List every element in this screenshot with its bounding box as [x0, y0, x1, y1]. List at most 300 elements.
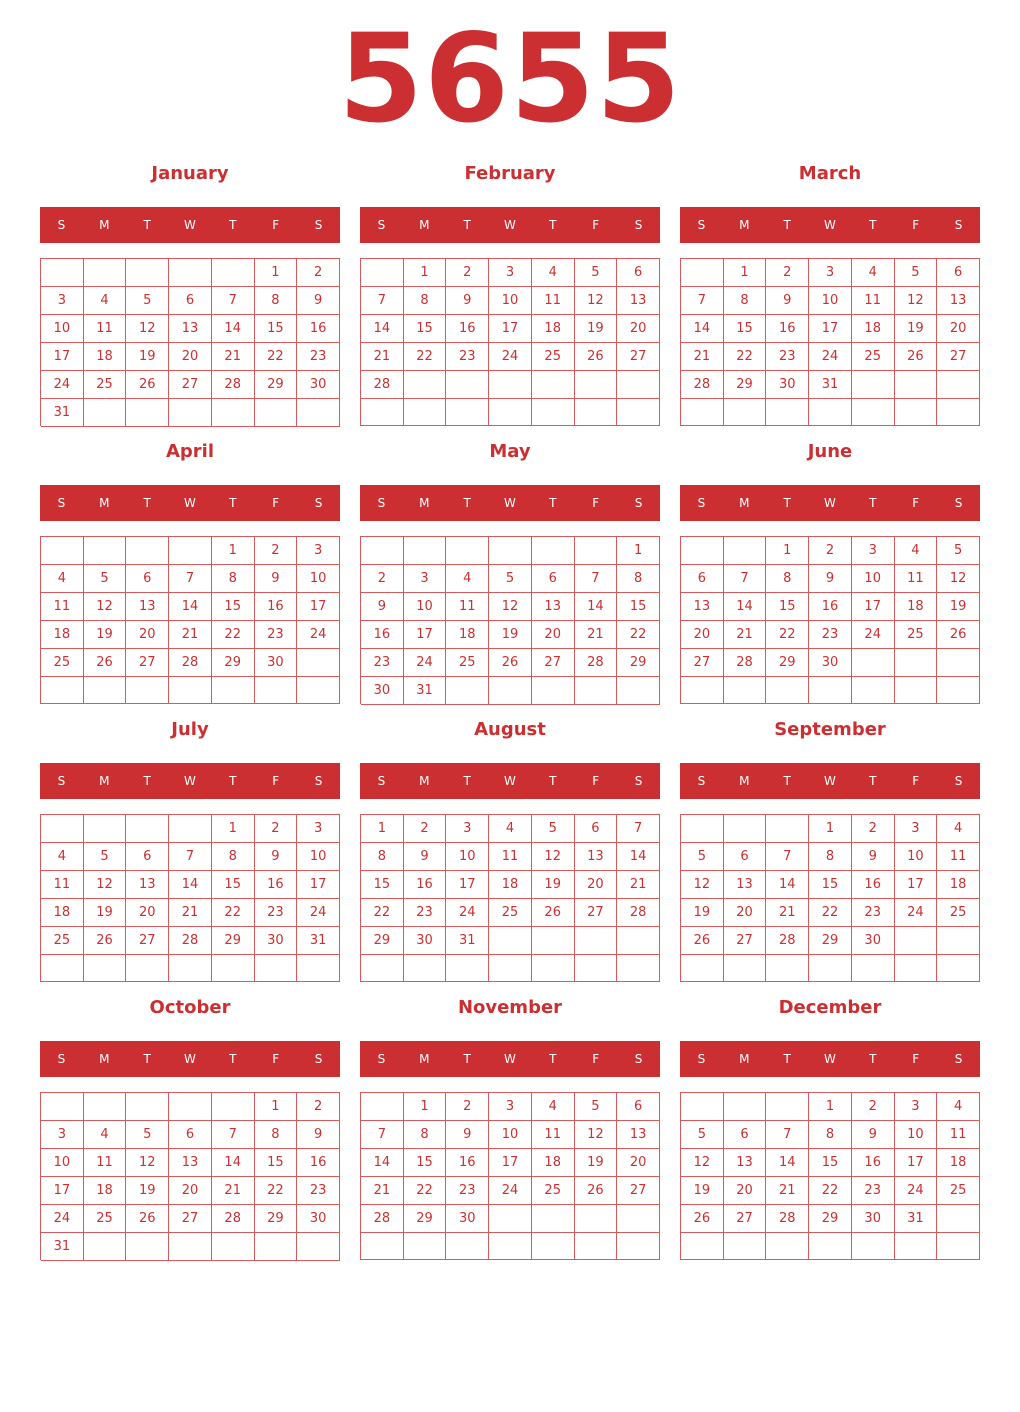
day-cell: 10 — [895, 1121, 938, 1149]
weekday-label: S — [314, 1052, 323, 1066]
day-cell: 29 — [809, 1205, 852, 1233]
day-cell: 11 — [84, 1149, 127, 1177]
day-cell: 20 — [169, 1177, 212, 1205]
day-cell: 8 — [255, 1121, 298, 1149]
weekday-label: F — [592, 218, 600, 232]
empty-cell — [681, 677, 724, 704]
day-cell: 3 — [404, 565, 447, 593]
day-cell: 3 — [297, 815, 340, 843]
day-cell: 4 — [84, 287, 127, 315]
empty-cell — [169, 955, 212, 982]
empty-cell — [489, 955, 532, 982]
day-cell: 13 — [724, 1149, 767, 1177]
day-cell: 29 — [255, 371, 298, 399]
day-cell: 11 — [895, 565, 938, 593]
empty-cell — [937, 1205, 980, 1233]
day-cell: 31 — [809, 371, 852, 399]
empty-cell — [575, 1205, 618, 1233]
day-cell: 29 — [404, 1205, 447, 1233]
weekday-label: S — [377, 774, 386, 788]
day-cell: 16 — [446, 315, 489, 343]
day-cell: 30 — [255, 649, 298, 677]
day-grid — [680, 814, 980, 982]
weekday-label: S — [377, 218, 386, 232]
weekday-label: F — [272, 1052, 280, 1066]
day-cell: 17 — [895, 1149, 938, 1177]
empty-cell — [126, 955, 169, 982]
day-cell: 8 — [766, 565, 809, 593]
day-cell: 21 — [575, 621, 618, 649]
day-cell: 1 — [212, 815, 255, 843]
day-cell: 14 — [724, 593, 767, 621]
empty-cell — [169, 815, 212, 843]
weekday-label: F — [592, 496, 600, 510]
day-cell: 1 — [809, 1093, 852, 1121]
day-cell: 6 — [126, 565, 169, 593]
day-cell: 26 — [84, 927, 127, 955]
empty-cell — [446, 677, 489, 705]
empty-cell — [617, 927, 660, 955]
day-cell: 21 — [681, 343, 724, 371]
day-cell: 31 — [41, 399, 84, 427]
empty-cell — [41, 955, 84, 982]
day-cell: 14 — [361, 315, 404, 343]
empty-cell — [297, 399, 340, 427]
day-cell: 10 — [41, 315, 84, 343]
day-cell: 3 — [446, 815, 489, 843]
day-cell: 2 — [255, 537, 298, 565]
day-cell: 6 — [575, 815, 618, 843]
day-cell: 1 — [617, 537, 660, 565]
day-cell: 1 — [361, 815, 404, 843]
day-cell: 19 — [895, 315, 938, 343]
empty-cell — [126, 1233, 169, 1261]
empty-cell — [681, 399, 724, 426]
weekday-label: T — [549, 218, 557, 232]
weekday-label: M — [99, 1052, 110, 1066]
day-cell: 9 — [852, 1121, 895, 1149]
empty-cell — [575, 955, 618, 982]
day-cell: 18 — [41, 621, 84, 649]
day-cell: 16 — [809, 593, 852, 621]
day-cell: 25 — [446, 649, 489, 677]
day-cell: 26 — [126, 1205, 169, 1233]
weekday-label: S — [314, 496, 323, 510]
day-cell: 10 — [809, 287, 852, 315]
day-cell: 20 — [617, 315, 660, 343]
empty-cell — [852, 399, 895, 426]
day-cell: 1 — [255, 1093, 298, 1121]
day-cell: 13 — [169, 1149, 212, 1177]
day-cell: 27 — [937, 343, 980, 371]
day-cell: 2 — [852, 815, 895, 843]
day-grid — [360, 1092, 660, 1260]
day-cell: 15 — [766, 593, 809, 621]
day-cell: 17 — [41, 1177, 84, 1205]
day-cell: 20 — [617, 1149, 660, 1177]
empty-cell — [681, 1233, 724, 1260]
weekday-label: M — [419, 218, 430, 232]
day-cell: 19 — [681, 1177, 724, 1205]
empty-cell — [532, 677, 575, 705]
empty-cell — [724, 955, 767, 982]
weekday-label: W — [184, 1052, 196, 1066]
day-cell: 3 — [297, 537, 340, 565]
empty-cell — [489, 1233, 532, 1260]
empty-cell — [766, 677, 809, 704]
month-name: November — [457, 997, 563, 1018]
day-cell: 6 — [617, 1093, 660, 1121]
empty-cell — [489, 537, 532, 565]
day-cell: 29 — [212, 649, 255, 677]
weekday-label: S — [57, 218, 66, 232]
day-cell: 12 — [84, 871, 127, 899]
day-cell: 22 — [404, 1177, 447, 1205]
day-cell: 2 — [297, 259, 340, 287]
day-cell: 29 — [724, 371, 767, 399]
weekday-label: M — [419, 496, 430, 510]
empty-cell — [404, 955, 447, 982]
day-cell: 27 — [126, 927, 169, 955]
day-cell: 29 — [212, 927, 255, 955]
empty-cell — [937, 371, 980, 399]
day-cell: 14 — [169, 593, 212, 621]
day-cell: 25 — [852, 343, 895, 371]
empty-cell — [766, 815, 809, 843]
day-cell: 18 — [532, 315, 575, 343]
day-cell: 20 — [126, 899, 169, 927]
day-cell: 30 — [766, 371, 809, 399]
weekday-label: T — [229, 774, 237, 788]
day-cell: 12 — [895, 287, 938, 315]
day-cell: 2 — [809, 537, 852, 565]
empty-cell — [809, 1233, 852, 1260]
day-cell: 5 — [126, 287, 169, 315]
day-cell: 29 — [766, 649, 809, 677]
day-cell: 30 — [852, 1205, 895, 1233]
day-cell: 2 — [404, 815, 447, 843]
day-cell: 18 — [895, 593, 938, 621]
day-cell: 14 — [766, 1149, 809, 1177]
day-cell: 10 — [895, 843, 938, 871]
day-cell: 20 — [724, 899, 767, 927]
day-cell: 15 — [724, 315, 767, 343]
weekday-label: T — [143, 1052, 151, 1066]
empty-cell — [937, 677, 980, 704]
day-cell: 28 — [212, 1205, 255, 1233]
day-cell: 29 — [809, 927, 852, 955]
day-grid — [360, 814, 660, 982]
empty-cell — [126, 677, 169, 704]
weekday-label: T — [463, 496, 471, 510]
day-cell: 4 — [532, 1093, 575, 1121]
day-cell: 19 — [937, 593, 980, 621]
day-cell: 7 — [361, 287, 404, 315]
weekday-label: M — [739, 218, 750, 232]
empty-cell — [84, 815, 127, 843]
day-cell: 17 — [404, 621, 447, 649]
day-cell: 15 — [617, 593, 660, 621]
empty-cell — [681, 815, 724, 843]
weekday-label: F — [272, 218, 280, 232]
day-cell: 16 — [361, 621, 404, 649]
day-cell: 18 — [84, 1177, 127, 1205]
month-name: March — [798, 163, 862, 184]
day-cell: 23 — [852, 899, 895, 927]
day-cell: 17 — [852, 593, 895, 621]
day-cell: 15 — [212, 593, 255, 621]
month-name: May — [489, 441, 531, 462]
day-cell: 16 — [766, 315, 809, 343]
empty-cell — [895, 955, 938, 982]
day-cell: 10 — [489, 1121, 532, 1149]
day-cell: 31 — [297, 927, 340, 955]
day-cell: 20 — [169, 343, 212, 371]
day-cell: 16 — [255, 593, 298, 621]
day-cell: 26 — [681, 927, 724, 955]
empty-cell — [446, 1233, 489, 1260]
day-cell: 6 — [724, 843, 767, 871]
empty-cell — [532, 1233, 575, 1260]
empty-cell — [361, 1233, 404, 1260]
day-cell: 16 — [255, 871, 298, 899]
day-cell: 8 — [617, 565, 660, 593]
weekday-label: S — [697, 496, 706, 510]
day-cell: 15 — [255, 315, 298, 343]
day-cell: 23 — [361, 649, 404, 677]
day-cell: 21 — [766, 899, 809, 927]
day-cell: 22 — [617, 621, 660, 649]
weekday-label: M — [739, 774, 750, 788]
empty-cell — [212, 1233, 255, 1261]
empty-cell — [617, 1233, 660, 1260]
day-cell: 13 — [681, 593, 724, 621]
weekday-label: W — [504, 1052, 516, 1066]
empty-cell — [297, 1233, 340, 1261]
month-name: July — [171, 719, 209, 740]
day-cell: 14 — [361, 1149, 404, 1177]
empty-cell — [212, 1093, 255, 1121]
day-cell: 28 — [212, 371, 255, 399]
day-cell: 6 — [681, 565, 724, 593]
empty-cell — [41, 1093, 84, 1121]
weekday-label: S — [954, 218, 963, 232]
empty-cell — [41, 259, 84, 287]
day-cell: 24 — [297, 621, 340, 649]
empty-cell — [575, 1233, 618, 1260]
weekday-label: T — [229, 218, 237, 232]
empty-cell — [361, 537, 404, 565]
weekday-label: S — [377, 1052, 386, 1066]
empty-cell — [809, 399, 852, 426]
day-cell: 24 — [895, 899, 938, 927]
weekday-label: T — [463, 1052, 471, 1066]
empty-cell — [937, 1233, 980, 1260]
day-cell: 11 — [937, 1121, 980, 1149]
empty-cell — [766, 955, 809, 982]
empty-cell — [489, 1205, 532, 1233]
empty-cell — [724, 815, 767, 843]
day-grid — [360, 536, 660, 704]
day-cell: 2 — [446, 1093, 489, 1121]
weekday-label: F — [912, 218, 920, 232]
day-cell: 13 — [937, 287, 980, 315]
day-cell: 25 — [84, 1205, 127, 1233]
empty-cell — [532, 927, 575, 955]
weekday-header — [40, 763, 340, 799]
day-cell: 14 — [212, 1149, 255, 1177]
empty-cell — [404, 371, 447, 399]
empty-cell — [766, 1233, 809, 1260]
empty-cell — [766, 399, 809, 426]
day-cell: 21 — [212, 1177, 255, 1205]
empty-cell — [169, 259, 212, 287]
day-cell: 18 — [489, 871, 532, 899]
day-cell: 9 — [446, 1121, 489, 1149]
weekday-label: T — [783, 496, 791, 510]
empty-cell — [255, 399, 298, 427]
day-cell: 7 — [361, 1121, 404, 1149]
empty-cell — [617, 1205, 660, 1233]
day-cell: 14 — [575, 593, 618, 621]
empty-cell — [212, 677, 255, 704]
weekday-label: F — [592, 774, 600, 788]
empty-cell — [681, 537, 724, 565]
weekday-label: T — [549, 496, 557, 510]
year-title: 5655 — [338, 8, 682, 150]
empty-cell — [937, 927, 980, 955]
day-cell: 9 — [809, 565, 852, 593]
day-cell: 31 — [895, 1205, 938, 1233]
day-cell: 26 — [575, 1177, 618, 1205]
empty-cell — [852, 1233, 895, 1260]
weekday-label: S — [634, 1052, 643, 1066]
day-cell: 22 — [212, 899, 255, 927]
weekday-header — [360, 763, 660, 799]
empty-cell — [297, 955, 340, 982]
month-name: August — [474, 719, 546, 740]
weekday-label: T — [229, 1052, 237, 1066]
day-cell: 3 — [809, 259, 852, 287]
empty-cell — [169, 1093, 212, 1121]
weekday-header — [360, 485, 660, 521]
empty-cell — [681, 955, 724, 982]
weekday-label: F — [272, 496, 280, 510]
empty-cell — [84, 1233, 127, 1261]
weekday-header — [680, 763, 980, 799]
day-cell: 15 — [361, 871, 404, 899]
weekday-label: M — [739, 1052, 750, 1066]
day-cell: 5 — [681, 843, 724, 871]
day-cell: 4 — [446, 565, 489, 593]
day-cell: 18 — [937, 871, 980, 899]
weekday-label: M — [419, 1052, 430, 1066]
weekday-label: T — [229, 496, 237, 510]
day-cell: 20 — [937, 315, 980, 343]
month-name: June — [807, 441, 853, 462]
day-cell: 5 — [937, 537, 980, 565]
day-cell: 29 — [361, 927, 404, 955]
day-cell: 12 — [126, 1149, 169, 1177]
weekday-header — [680, 485, 980, 521]
day-cell: 6 — [617, 259, 660, 287]
day-cell: 24 — [489, 343, 532, 371]
weekday-label: S — [954, 774, 963, 788]
day-cell: 25 — [937, 899, 980, 927]
day-cell: 30 — [852, 927, 895, 955]
day-cell: 27 — [532, 649, 575, 677]
empty-cell — [575, 371, 618, 399]
day-cell: 23 — [766, 343, 809, 371]
day-cell: 28 — [724, 649, 767, 677]
weekday-label: T — [549, 1052, 557, 1066]
empty-cell — [84, 537, 127, 565]
day-cell: 27 — [724, 1205, 767, 1233]
day-cell: 31 — [404, 677, 447, 705]
day-cell: 5 — [681, 1121, 724, 1149]
day-cell: 19 — [126, 343, 169, 371]
empty-cell — [446, 537, 489, 565]
day-cell: 7 — [212, 287, 255, 315]
day-cell: 27 — [169, 371, 212, 399]
weekday-label: M — [99, 496, 110, 510]
day-cell: 6 — [126, 843, 169, 871]
day-cell: 8 — [809, 1121, 852, 1149]
day-cell: 6 — [937, 259, 980, 287]
day-cell: 9 — [852, 843, 895, 871]
day-cell: 12 — [532, 843, 575, 871]
day-cell: 12 — [489, 593, 532, 621]
empty-cell — [361, 259, 404, 287]
day-cell: 9 — [255, 843, 298, 871]
day-cell: 1 — [212, 537, 255, 565]
day-cell: 4 — [895, 537, 938, 565]
day-cell: 22 — [255, 343, 298, 371]
empty-cell — [895, 677, 938, 704]
empty-cell — [489, 927, 532, 955]
day-cell: 2 — [255, 815, 298, 843]
day-cell: 15 — [809, 871, 852, 899]
weekday-label: F — [272, 774, 280, 788]
day-cell: 2 — [361, 565, 404, 593]
day-cell: 11 — [937, 843, 980, 871]
day-cell: 13 — [532, 593, 575, 621]
day-cell: 13 — [724, 871, 767, 899]
day-cell: 3 — [489, 1093, 532, 1121]
empty-cell — [84, 677, 127, 704]
day-cell: 3 — [895, 815, 938, 843]
empty-cell — [212, 259, 255, 287]
weekday-label: T — [869, 774, 877, 788]
empty-cell — [446, 371, 489, 399]
empty-cell — [169, 677, 212, 704]
empty-cell — [895, 1233, 938, 1260]
day-cell: 27 — [617, 1177, 660, 1205]
empty-cell — [575, 677, 618, 705]
day-cell: 23 — [852, 1177, 895, 1205]
day-grid — [40, 1092, 340, 1260]
empty-cell — [404, 1233, 447, 1260]
empty-cell — [446, 955, 489, 982]
day-cell: 4 — [937, 815, 980, 843]
day-cell: 24 — [809, 343, 852, 371]
day-cell: 22 — [766, 621, 809, 649]
day-cell: 25 — [41, 927, 84, 955]
day-cell: 1 — [404, 1093, 447, 1121]
day-cell: 16 — [446, 1149, 489, 1177]
empty-cell — [212, 955, 255, 982]
day-cell: 21 — [169, 621, 212, 649]
